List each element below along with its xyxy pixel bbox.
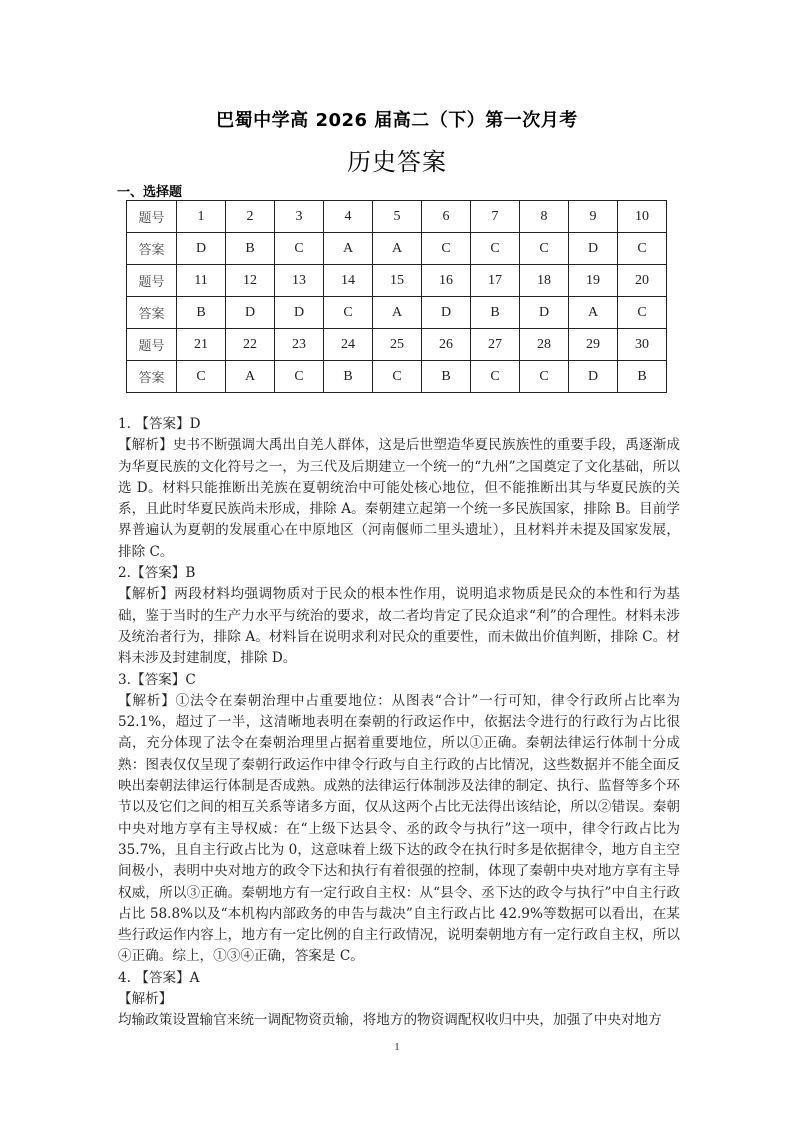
table-cell: 26 xyxy=(422,329,471,361)
table-cell: C xyxy=(471,233,520,265)
page-subtitle: 历史答案 xyxy=(347,148,447,176)
table-cell: C xyxy=(422,233,471,265)
table-cell: 16 xyxy=(422,265,471,297)
analysis-text: 【解析】两段材料均强调物质对于民众的根本性作用，说明追求物质是民众的本性和行为基础，鉴于当时的生产力水平与统治的要求，故二者均肯定了民众追求“利”的合理性。材料未涉及统治者行为，排除 A。材料旨在说明求利对民众的重要性，而未做出价值判断，排除 C。材料未涉及封建制度，排除 D。 xyxy=(118,586,680,667)
explanation-2 xyxy=(118,563,680,669)
table-cell: D xyxy=(569,361,618,393)
row-label: 题号 xyxy=(127,265,177,297)
table-cell: 15 xyxy=(373,265,422,297)
analysis-text: 【解析】史书不断强调大禹出自羌人群体，这是后世塑造华夏民族族性的重要手段，禹逐渐成为华夏民族的文化符号之一，为三代及后期建立一个统一的“九州”之国奠定了文化基础，所以选 D。材料只能推断出羌族在夏朝统治中可能处核心地位，但不能推断出其与华夏民族的关系，且此时华夏民族尚未形成，排除 A。秦朝建立起第一个统一多民族国家，排除 B。目前学界普遍认为夏朝的发展重心在中原地区（河南偃师二里头遗址），且材料并未提及国家发展，排除 C。 xyxy=(118,437,680,560)
table-cell: A xyxy=(324,233,373,265)
table-row xyxy=(127,201,667,233)
table-cell: D xyxy=(569,233,618,265)
table-cell: B xyxy=(471,297,520,329)
answer-line: 2.【答案】B xyxy=(118,565,196,582)
table-cell: 12 xyxy=(226,265,275,297)
table-row xyxy=(127,329,667,361)
table-cell: 21 xyxy=(177,329,226,361)
table-cell: C xyxy=(177,361,226,393)
table-row xyxy=(127,233,667,265)
row-label: 答案 xyxy=(127,233,177,265)
table-cell: 30 xyxy=(618,329,667,361)
table-cell: 11 xyxy=(177,265,226,297)
table-cell: C xyxy=(520,361,569,393)
table-cell: C xyxy=(275,361,324,393)
table-cell: 7 xyxy=(471,201,520,233)
table-cell: 27 xyxy=(471,329,520,361)
explanations xyxy=(118,414,680,1032)
explanation-4 xyxy=(118,968,680,1032)
table-cell: 29 xyxy=(569,329,618,361)
table-cell: 4 xyxy=(324,201,373,233)
row-label: 答案 xyxy=(127,297,177,329)
table-cell: B xyxy=(324,361,373,393)
table-cell: C xyxy=(373,361,422,393)
answer-line: 3.【答案】C xyxy=(118,671,196,688)
analysis-label: 【解析】 xyxy=(118,991,173,1008)
table-cell: 9 xyxy=(569,201,618,233)
table-cell: 19 xyxy=(569,265,618,297)
explanation-1 xyxy=(118,414,680,563)
page-number: 1 xyxy=(394,1041,400,1053)
table-cell: 17 xyxy=(471,265,520,297)
table-cell: 14 xyxy=(324,265,373,297)
table-cell: D xyxy=(422,297,471,329)
table-cell: B xyxy=(226,233,275,265)
row-label: 答案 xyxy=(127,361,177,393)
table-cell: C xyxy=(471,361,520,393)
table-cell: C xyxy=(275,233,324,265)
analysis-text: 均输政策设置输官来统一调配物资贡输，将地方的物资调配权收归中央，加强了中央对地方 xyxy=(118,1012,662,1029)
table-cell: B xyxy=(177,297,226,329)
explanation-3 xyxy=(118,670,680,968)
table-cell: A xyxy=(373,233,422,265)
table-cell: 3 xyxy=(275,201,324,233)
table-cell: B xyxy=(422,361,471,393)
section-heading-multiple-choice: 一、选择题 xyxy=(117,185,183,200)
table-cell: 6 xyxy=(422,201,471,233)
answer-line: 1. 【答案】D xyxy=(118,416,201,432)
table-cell: D xyxy=(226,297,275,329)
table-cell: 23 xyxy=(275,329,324,361)
table-cell: C xyxy=(520,233,569,265)
table-cell: 22 xyxy=(226,329,275,361)
table-cell: 28 xyxy=(520,329,569,361)
table-cell: 24 xyxy=(324,329,373,361)
answer-line: 4. 【答案】A xyxy=(118,969,200,986)
table-cell: 10 xyxy=(618,201,667,233)
table-cell: 13 xyxy=(275,265,324,297)
table-cell: 25 xyxy=(373,329,422,361)
table-cell: A xyxy=(569,297,618,329)
table-cell: 20 xyxy=(618,265,667,297)
table-cell: 18 xyxy=(520,265,569,297)
table-cell: C xyxy=(618,297,667,329)
table-cell: C xyxy=(324,297,373,329)
table-cell: 1 xyxy=(177,201,226,233)
row-label: 题号 xyxy=(127,329,177,361)
row-label: 题号 xyxy=(127,201,177,233)
table-cell: 5 xyxy=(373,201,422,233)
table-cell: 8 xyxy=(520,201,569,233)
page-title: 巴蜀中学高 2026 届高二（下）第一次月考 xyxy=(216,110,578,131)
table-cell: C xyxy=(618,233,667,265)
table-cell: B xyxy=(618,361,667,393)
table-cell: A xyxy=(226,361,275,393)
table-row xyxy=(127,265,667,297)
table-row xyxy=(127,361,667,393)
table-row xyxy=(127,297,667,329)
table-cell: 2 xyxy=(226,201,275,233)
table-cell: D xyxy=(275,297,324,329)
answer-table xyxy=(126,200,667,393)
analysis-text: 【解析】①法令在秦朝治理中占重要地位：从图表“合计”一行可知，律令行政所占比率为 52.1%，超过了一半，这清晰地表明在秦朝的行政运作中，依据法令进行的行政行为占比很高，充分体现了法令在秦朝治理里占据着重要地位，所以①正确。秦朝法律运行体制十分成熟：图表仅仅呈现了秦朝行政运作中律令行政与自主行政的占比情况，这些数据并不能全面反映出秦朝法律运行体制是否成熟。成熟的法律运行体制涉及法律的制定、执行、监督等多个环节以及它们之间的相互关系等诸多方面，仅从这两个占比无法得出该结论，所以②错误。秦朝中央对地方享有主导权威：在“上级下达县令、丞的政令与执行”这一项中，律令行政占比为 35.7%，且自主行政占比为 0，这意味着上级下达的政令在执行时多是依据律令，地方自主空间极小，表明中央对地方的政令下达和执行有着很强的控制，体现了秦朝中央对地方享有主导权威，所以③正确。秦朝地方有一定行政自主权：从“县令、丞下达的政令与执行”中自主行政占比 58.8%以及“本机构内部政务的申告与裁决”自主行政占比 42.9%等数据可以看出，在某些行政运作内容上，地方有一定比例的自主行政情况，说明秦朝地方有一定行政自主权，所以④正确。综上，①③④正确，答案是 C。 xyxy=(118,692,680,965)
table-cell: A xyxy=(373,297,422,329)
table-cell: D xyxy=(177,233,226,265)
table-cell: D xyxy=(520,297,569,329)
